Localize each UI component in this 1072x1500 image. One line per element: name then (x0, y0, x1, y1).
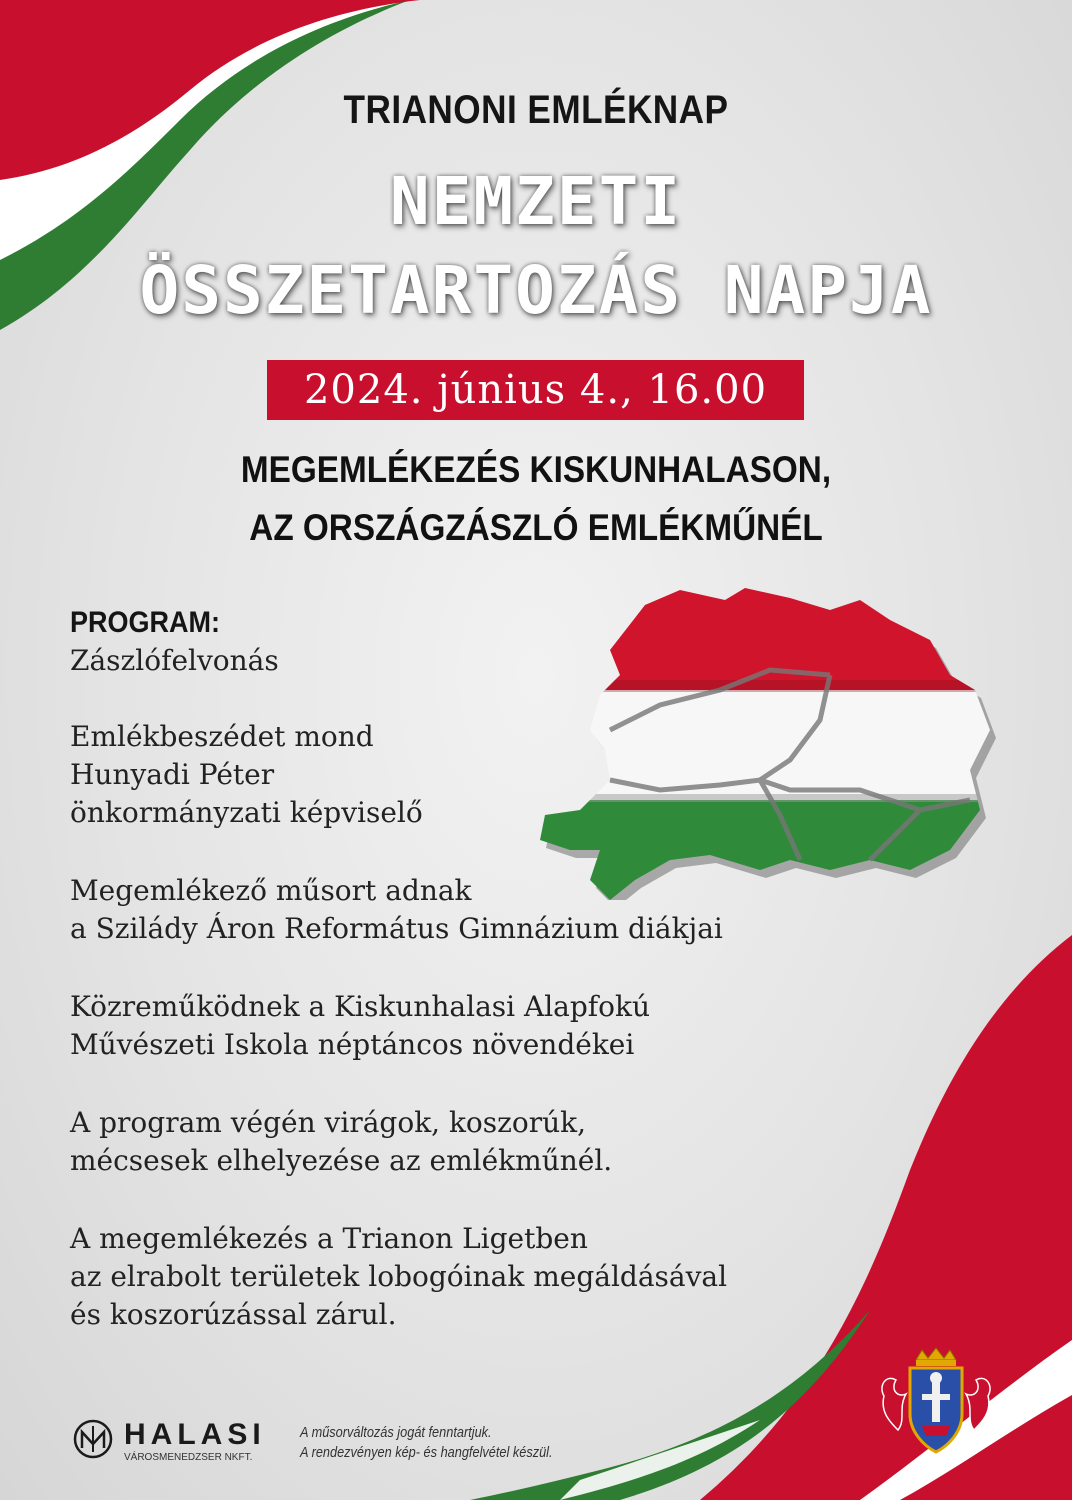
kicker-title: TRIANONI EMLÉKNAP (343, 88, 729, 132)
program-line: Közreműködnek a Kiskunhalasi Alapfokú (70, 990, 651, 1023)
program-line: Megemlékező műsort adnak (70, 874, 472, 907)
main-title-line1: NEMZETI (389, 163, 683, 240)
program-line: Zászlófelvonás (70, 644, 279, 677)
program-section (70, 604, 830, 1374)
program-item (70, 1104, 830, 1180)
program-item (70, 642, 830, 680)
notice-line: A műsorváltozás jogát fenntartjuk. (300, 1424, 492, 1441)
program-line: Hunyadi Péter (70, 758, 275, 791)
program-line: A program végén virágok, koszorúk, (70, 1106, 587, 1139)
city-coat-of-arms-icon (876, 1346, 996, 1456)
subtitle-line1: MEGEMLÉKEZÉS KISKUNHALASON, (240, 449, 832, 490)
main-title-line2: ÖSSZETARTOZÁS NAPJA (139, 252, 933, 329)
logo-subtitle: VÁROSMENEDZSER NKFT. (124, 1452, 253, 1463)
program-line: önkormányzati képviselő (70, 796, 423, 829)
program-item (70, 988, 830, 1064)
program-item (70, 872, 830, 948)
program-line: az elrabolt területek lobogóinak megáldásával (70, 1260, 728, 1293)
notice-line: A rendezvényen kép- és hangfelvétel készül. (300, 1444, 553, 1461)
program-line: A megemlékezés a Trianon Ligetben (70, 1222, 588, 1255)
program-line: Művészeti Iskola néptáncos növendékei (70, 1028, 635, 1061)
footer-notice (300, 1423, 553, 1463)
program-line: a Szilády Áron Református Gimnázium diákjai (70, 912, 723, 945)
logo-name: HALASI (124, 1418, 266, 1451)
subtitle-line2: AZ ORSZÁGZÁSZLÓ EMLÉKMŰNÉL (249, 507, 823, 548)
program-heading: PROGRAM: (70, 606, 220, 639)
halasi-logo-icon (72, 1418, 114, 1460)
program-item (70, 718, 830, 832)
program-line: mécsesek elhelyezése az emlékműnél. (70, 1144, 613, 1177)
program-item (70, 1220, 830, 1334)
date-banner: 2024. június 4., 16.00 (267, 360, 804, 420)
program-line: és koszorúzással zárul. (70, 1298, 397, 1331)
program-line: Emlékbeszédet mond (70, 720, 374, 753)
